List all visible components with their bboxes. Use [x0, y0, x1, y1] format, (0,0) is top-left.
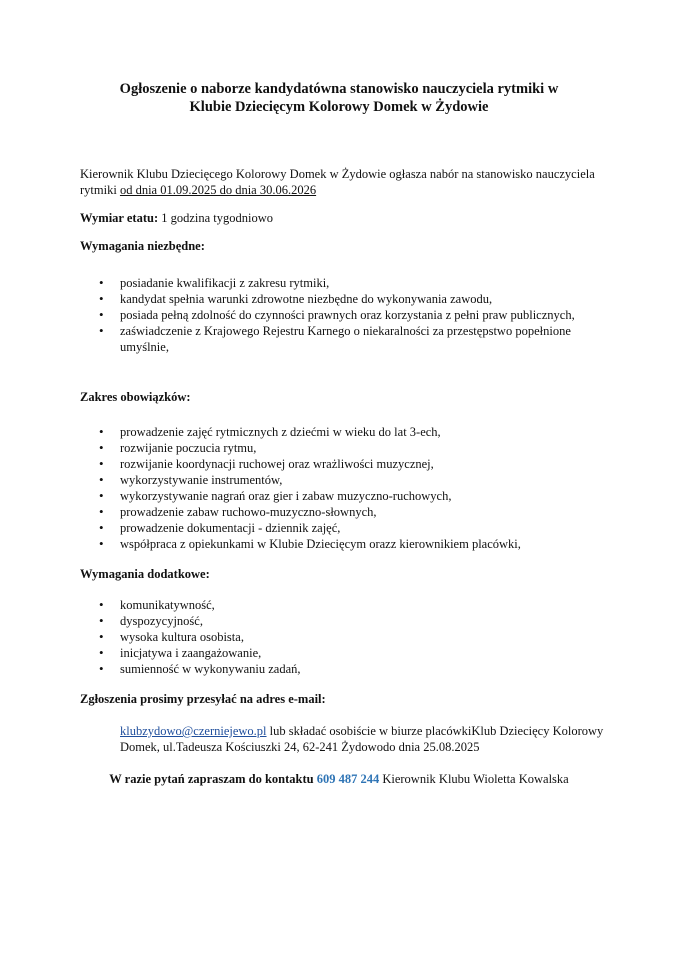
intro-paragraph	[80, 166, 620, 198]
footer-tail: Kierownik Klubu Wioletta Kowalska	[379, 772, 569, 786]
wymagania-dodatkowe-heading: Wymagania dodatkowe:	[80, 567, 210, 581]
zakres-obowiazkow-list	[99, 424, 579, 552]
list-item: • komunikatywność,	[99, 597, 579, 613]
list-item: • inicjatywa i zaangażowanie,	[99, 645, 579, 661]
list-item: • rozwijanie poczucia rytmu,	[99, 440, 579, 456]
list-item: • wykorzystywanie instrumentów,	[99, 472, 579, 488]
wymagania-niezbedne-list	[99, 275, 579, 355]
intro-period: od dnia 01.09.2025 do dnia 30.06.2026	[119, 183, 317, 197]
list-item: • wykorzystywanie nagrań oraz gier i zabaw muzyczno-ruchowych,	[99, 488, 579, 504]
list-item: • posiada pełną zdolność do czynności prawnych oraz korzystania z pełni praw publicznych,	[99, 307, 579, 323]
list-item: • sumienność w wykonywaniu zadań,	[99, 661, 579, 677]
list-item: • prowadzenie zajęć rytmicznych z dziećmi w wieku do lat 3-ech,	[99, 424, 579, 440]
wymagania-dodatkowe-list	[99, 597, 579, 677]
page-title	[60, 80, 618, 116]
intro-text: Kierownik Klubu Dziecięcego Kolorowy Domek w Żydowie ogłasza nabór na stanowisko nauczyciela rytmiki	[80, 167, 595, 197]
list-item: • posiadanie kwalifikacji z zakresu rytmiki,	[99, 275, 579, 291]
footer-contact	[60, 771, 618, 787]
list-item: • dyspozycyjność,	[99, 613, 579, 629]
contact-text: lub składać osobiście w biurze placówkiKlub Dziecięcy Kolorowy Domek, ul.Tadeusza Kościuszki 24, 62-241 Żydowodo dnia 25.08.2025	[120, 724, 604, 754]
footer-lead: W razie pytań zapraszam do kontaktu	[109, 772, 317, 786]
zakres-obowiazkow-heading: Zakres obowiązków:	[80, 390, 191, 404]
list-item: • wysoka kultura osobista,	[99, 629, 579, 645]
etat-label: Wymiar etatu:	[80, 211, 159, 225]
etat-value: 1 godzina tygodniowo	[158, 211, 274, 225]
list-item: • rozwijanie koordynacji ruchowej oraz wrażliwości muzycznej,	[99, 456, 579, 472]
list-item: • prowadzenie zabaw ruchowo-muzyczno-słownych,	[99, 504, 579, 520]
email-link[interactable]: klubzydowo@czerniejewo.pl	[120, 724, 267, 738]
zgloszenia-heading: Zgłoszenia prosimy przesyłać na adres e-mail:	[80, 692, 326, 706]
list-item: • współpraca z opiekunkami w Klubie Dziecięcym orazz kierownikiem placówki,	[99, 536, 579, 552]
title-line-1: Ogłoszenie o naborze kandydatówna stanowisko nauczyciela rytmiki w	[119, 81, 559, 97]
phone-number[interactable]: 609 487 244	[316, 772, 380, 786]
etat-line	[80, 210, 273, 226]
list-item: • kandydat spełnia warunki zdrowotne niezbędne do wykonywania zawodu,	[99, 291, 579, 307]
title-line-2: Klubie Dziecięcym Kolorowy Domek w Żydowie	[189, 99, 489, 115]
list-item: • zaświadczenie z Krajowego Rejestru Karnego o niekaralności za przestępstwo popełnione umyślnie,	[99, 323, 579, 355]
contact-paragraph	[120, 723, 620, 755]
wymagania-niezbedne-heading: Wymagania niezbędne:	[80, 239, 205, 253]
list-item: • prowadzenie dokumentacji - dziennik zajęć,	[99, 520, 579, 536]
